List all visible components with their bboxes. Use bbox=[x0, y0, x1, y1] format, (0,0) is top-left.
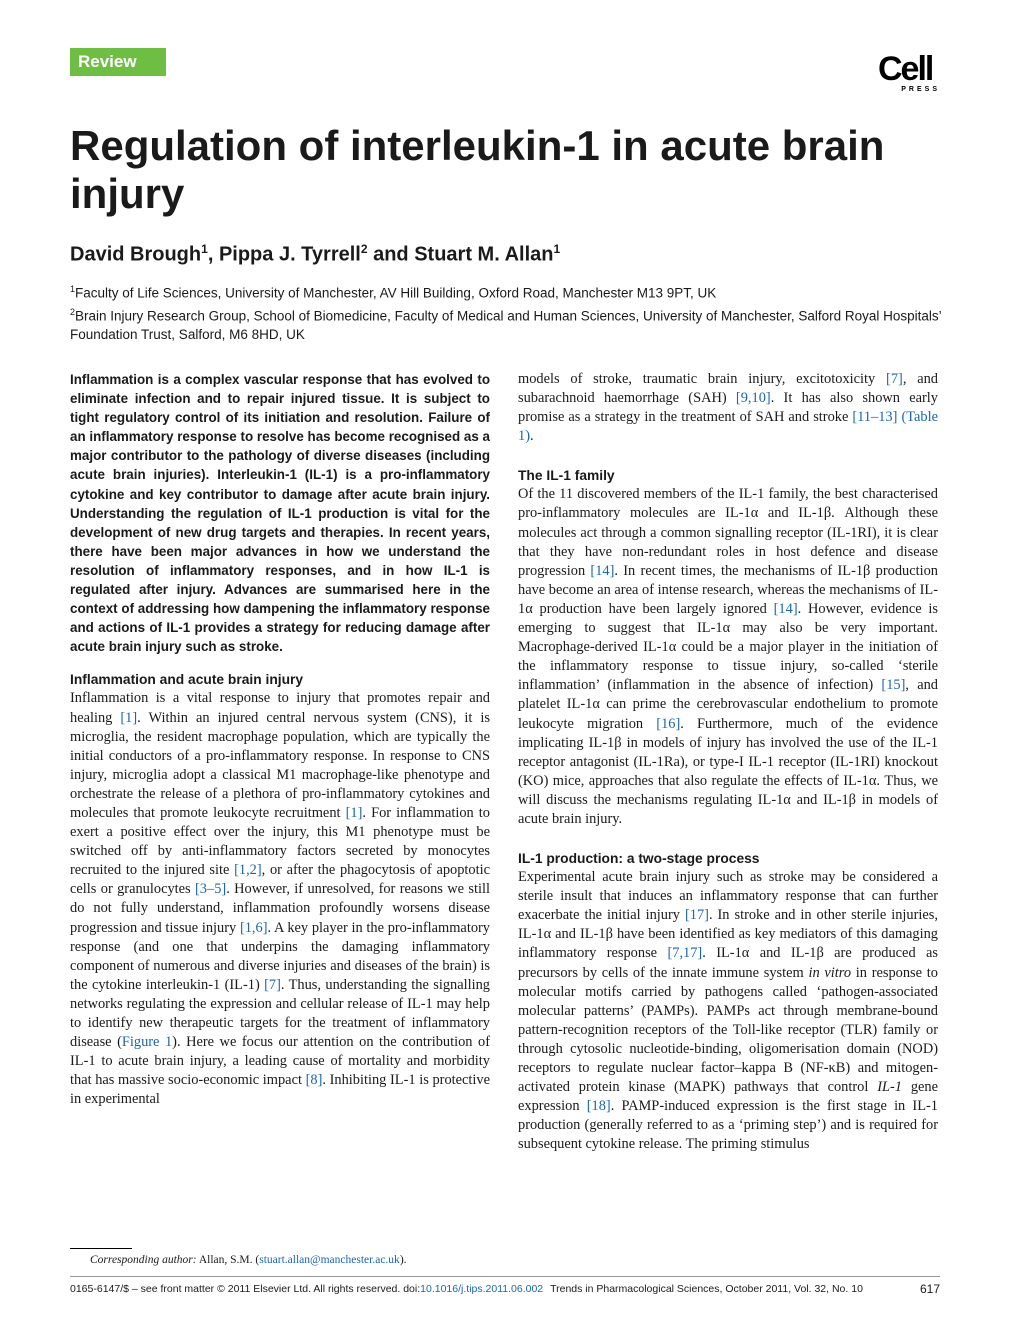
affiliation bbox=[70, 303, 950, 345]
citation-link[interactable]: [1,6] bbox=[239, 919, 268, 936]
citation-link[interactable]: [7] bbox=[264, 976, 281, 993]
body-text: . It has also shown early promise as a strategy in the treatment of SAH and stroke bbox=[518, 390, 938, 426]
doi-link[interactable]: 10.1016/j.tips.2011.06.002 bbox=[420, 1283, 544, 1295]
body-text: , and subarachnoid haemorrhage (SAH) bbox=[518, 371, 938, 407]
citation-link[interactable]: [18] bbox=[586, 1098, 611, 1115]
body-text: Experimental acute brain injury such as stroke may be considered a sterile insult that induces an inflammatory response that can further exacerbate the initial injury bbox=[518, 869, 938, 924]
page-number: 617 bbox=[919, 1282, 940, 1296]
body-text: . Thus, understanding the signalling networks regulating the expression and cellular release of IL-1 may help to identify new therapeutic targets for the treatment of inflammatory disease ( bbox=[70, 976, 490, 1051]
author-affil-sup: 2 bbox=[360, 242, 368, 256]
footnote-name: Allan, S.M. bbox=[198, 1254, 253, 1266]
footnote-label: Corresponding author: bbox=[90, 1254, 197, 1266]
bottom-bar bbox=[70, 1283, 940, 1295]
citation-link[interactable]: [8] bbox=[305, 1072, 323, 1089]
body-text: . Within an injured central nervous system (CNS), it is microglia, the resident macrophage population, which are typically the initial conductors of a pro-inflammatory response. In response to CNS injury, microglia adopt a classical M1 macrophage-like phenotype and orchestrate the release of a plethora of pro-inflammatory cytokines and molecules that promote leukocyte recruitment bbox=[70, 709, 490, 821]
bottom-rule bbox=[70, 1276, 940, 1277]
section-heading: Inflammation and acute brain injury bbox=[70, 672, 304, 688]
citation-link[interactable]: [9,10] bbox=[735, 390, 771, 407]
abstract: Inflammation is a complex vascular response that has evolved to eliminate infection and to repair injured tissue. It is subject to tight regulatory control of its initiation and resolution. Failure of an inflammatory response to resolve has become recognised as a major contributor to the pathology of diverse diseases (including acute brain injuries). Interleukin-1 (IL-1) is a pro-inflammatory cytokine and key contributor to damage after acute brain injury. Understanding the regulation of IL-1 production is vital for the development of new drug targets and therapies. In recent years, there have been major advances in how we understand the resolution of inflammatory responses, and in how IL-1 is regulated after injury. Advances are summarised here in the context of addressing how dampening the inflammatory response and actions of IL-1 provides a strategy for reducing damage after acute brain injury such as stroke. bbox=[70, 372, 490, 655]
body-text: . PAMP-induced expression is the first stage in IL-1 production (generally referred to as a ‘priming step’) and is required for subsequent cytokine release. The priming stimulus bbox=[518, 1098, 938, 1153]
body-text: gene expression bbox=[518, 1079, 938, 1115]
citation-link[interactable]: [17] bbox=[684, 907, 709, 924]
citation-link[interactable]: [1] bbox=[120, 709, 138, 726]
body-text: in response to molecular motifs carried by pathogens called ‘pathogen-associated molecular patterns’ (PAMPs). PAMPs act through membrane-bound pattern-recognition receptors of the Toll-like receptor (TLR) family or through cytosolic nucleotide-binding, oligomerisation domain (NOD) receptors to regulate nuclear factor–kappa B (NF-κB) and mitogen-activated protein kinase (MAPK) pathways that control bbox=[518, 964, 938, 1096]
italic-term: IL-1 bbox=[877, 1079, 902, 1096]
corresponding-author: Corresponding author: Allan, S.M. (stuart.allan@manchester.ac.uk). bbox=[90, 1254, 407, 1266]
citation-link[interactable]: [7] bbox=[886, 371, 903, 387]
body-text: . bbox=[530, 428, 534, 445]
article-title: Regulation of interleukin-1 in acute brain injury bbox=[70, 122, 885, 217]
logo-word: Cell bbox=[878, 50, 933, 88]
citation-link[interactable]: [16] bbox=[656, 715, 681, 732]
section-heading: The IL-1 family bbox=[518, 468, 615, 484]
journal-citation: Trends in Pharmacological Sciences, October 2011, Vol. 32, No. 10 bbox=[550, 1283, 863, 1295]
body-text: . Furthermore, much of the evidence implicating IL-1β in models of injury has involved the use of the IL-1 receptor antagonist (IL-1Ra), or type-I IL-1 receptor (IL-1RI) knockout (KO) mice, approaches that also regulate the effects of IL-1α. Thus, we will discuss the mechanisms regulating IL-1α and IL-1β in models of acute brain injury. bbox=[518, 715, 939, 827]
body-text: , or after the phagocytosis of apoptotic cells or granulocytes bbox=[70, 862, 490, 898]
footnote-rule bbox=[70, 1248, 132, 1249]
affiliation-text: Faculty of Life Sciences, University of Manchester, AV Hill Building, Oxford Road, Manchester M13 9PT, UK bbox=[75, 285, 717, 301]
citation-link[interactable]: [3–5] bbox=[195, 881, 227, 898]
citation-link[interactable]: [14] bbox=[590, 562, 615, 579]
affiliation-sup: 2 bbox=[70, 306, 76, 317]
body-text: . IL-1α and IL-1β are produced as precursors by cells of the innate immune system bbox=[518, 945, 939, 981]
citation-link[interactable]: Figure 1 bbox=[121, 1034, 173, 1051]
citation-link[interactable]: [11–13] bbox=[852, 409, 898, 426]
body-text: . In stroke and in other sterile injuries, IL-1α and IL-1β have been identified as key mediators of this damaging inflammatory response bbox=[518, 907, 938, 962]
body-text: . For inflammation to exert a positive effect over the injury, this M1 phenotype must be switched off by anti-inflammatory factors secreted by monocytes recruited to the injured site bbox=[70, 804, 491, 879]
affiliations bbox=[70, 280, 950, 344]
body-text: . In recent times, the mechanisms of IL-1β production have become an area of intense research, whereas the mechanisms of IL-1α production have been largely ignored bbox=[518, 562, 938, 617]
author-name: David Brough bbox=[70, 243, 202, 266]
section-body bbox=[518, 485, 938, 829]
section-heading: IL-1 production: a two-stage process bbox=[518, 851, 760, 867]
affiliation bbox=[70, 280, 950, 303]
author-name: Stuart M. Allan bbox=[414, 243, 554, 266]
citation-link[interactable]: [15] bbox=[881, 677, 906, 694]
citation-link[interactable]: [1] bbox=[345, 804, 363, 821]
body-text: Inflammation is a vital response to injury that promotes repair and healing bbox=[70, 690, 490, 726]
body-text: , and platelet IL-1α can prime the cerebrovascular endothelium to promote leukocyte migration bbox=[518, 677, 938, 732]
citation-link[interactable]: (Table 1) bbox=[518, 409, 938, 445]
section-body bbox=[518, 370, 938, 446]
author-affil-sup: 1 bbox=[201, 242, 208, 256]
cell-press-logo bbox=[878, 52, 940, 96]
author-email-link[interactable]: stuart.allan@manchester.ac.uk bbox=[259, 1254, 400, 1266]
body-text: Of the 11 discovered members of the IL-1 family, the best characterised pro-inflammatory molecules are IL-1α and IL-1β. Although these molecules act through a common signalling receptor (IL-1RI), it is clear that they have non-redundant roles in host defence and disease progression bbox=[518, 486, 938, 579]
italic-term: in vitro bbox=[808, 964, 852, 981]
citation-link[interactable]: [7,17] bbox=[667, 945, 703, 962]
body-text: . However, evidence is emerging to suggest that IL-1α may also be very important. Macrophage-derived IL-1α could be a major player in the initiation of the inflammatory response to tissue injury, so-called ‘sterile inflammation’ (inflammation in the absence of infection) bbox=[518, 600, 939, 694]
issn-text: 0165-6147/$ – see front matter © 2011 Elsevier Ltd. All rights reserved. doi: bbox=[70, 1283, 421, 1295]
author-name: Pippa J. Tyrrell bbox=[218, 243, 361, 266]
body-text: . Inhibiting IL-1 is protective in experimental bbox=[70, 1072, 490, 1108]
author-list: David Brough$^1$, Pippa J. Tyrrell$^2$ and Stuart M. Allan$^1$ bbox=[70, 242, 561, 266]
section-body bbox=[70, 689, 490, 1109]
left-column bbox=[70, 370, 490, 1109]
review-tag: Review bbox=[70, 48, 166, 76]
body-text: . However, if unresolved, for reasons we still do not fully understand, inflammation profoundly worsens disease progression and tissue injury bbox=[70, 881, 490, 936]
body-text: ). Here we focus our attention on the contribution of IL-1 to acute brain injury, a leading cause of mortality and morbidity that has massive socio-economic impact bbox=[70, 1034, 490, 1089]
logo-press: PRESS bbox=[901, 86, 940, 93]
affiliation-sup: 1 bbox=[70, 284, 76, 294]
affiliation-text: Brain Injury Research Group, School of Biomedicine, Faculty of Medical and Human Sciences, University of Manchester, Salford Royal Hospitals’ Foundation Trust, Salford, M6 8HD, UK bbox=[70, 308, 942, 342]
author-affil-sup: 1 bbox=[553, 242, 561, 256]
body-text: models of stroke, traumatic brain injury, excitotoxicity bbox=[518, 371, 887, 387]
citation-link[interactable]: [14] bbox=[773, 600, 798, 617]
citation-link[interactable]: [1,2] bbox=[234, 862, 262, 879]
section-body bbox=[518, 868, 938, 1154]
right-column bbox=[518, 370, 938, 1154]
body-text: . A key player in the pro-inflammatory response (and one that underpins the damaging inflammatory component of numerous and diverse injuries and diseases of the brain) is the cytokine interleukin-1 (IL-1) bbox=[70, 919, 490, 993]
